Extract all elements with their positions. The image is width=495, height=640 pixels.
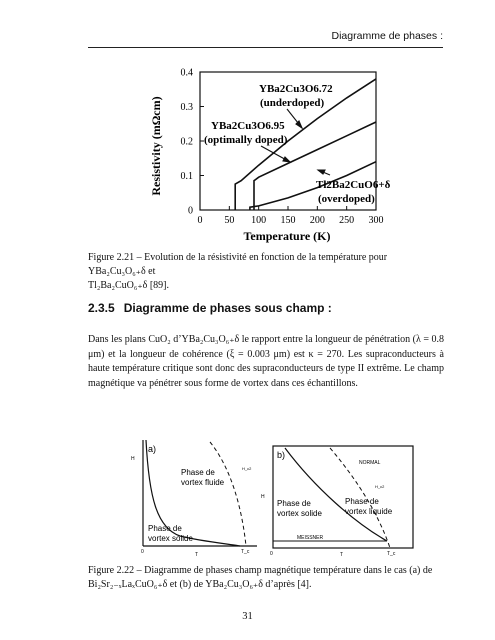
panel-b-normal: NORMAL [359, 460, 381, 466]
header-rule [88, 47, 443, 48]
figure-2-22-caption [88, 564, 444, 592]
panel-b-tick-t: T [340, 552, 344, 558]
running-header: Diagramme de phases : [331, 30, 443, 42]
panel-a-solid-1: Phase de [148, 524, 182, 533]
panel-a-tick-zero: 0 [141, 549, 144, 555]
y-tick-label: 0 [188, 205, 193, 217]
underdoped-formula: YBa2Cu3O6.72 [259, 83, 333, 95]
panel-a-tick-tc: T_c [241, 549, 250, 555]
panel-a-hc2-line [210, 442, 246, 546]
section-heading [88, 301, 332, 315]
caption-line-1: Figure 2.22 – Diagramme de phases champ magnétique température dans le cas (a) de [88, 565, 433, 576]
panel-b [261, 446, 413, 558]
panel-b-solid-1: Phase de [277, 499, 311, 508]
y-tick-label: 0.3 [180, 102, 193, 113]
figure-2-21-caption [88, 251, 444, 293]
panel-b-meissner: MEISSNER [297, 535, 324, 541]
panel-b-liquid-1: Phase de [345, 497, 379, 506]
panel-b-hc2: H_c2 [375, 484, 385, 489]
x-tick-label: 300 [368, 215, 384, 226]
panel-a-fluid-2: vortex fluide [181, 478, 225, 487]
y-tick-label: 0.1 [180, 171, 193, 182]
x-tick-labels [198, 215, 384, 226]
panel-b-tick-tc: T_c [387, 551, 396, 557]
caption-line-1: Figure 2.21 – Evolution de la résistivité en fonction de la température pour YBa₂Cu₃O₆₊δ et [88, 252, 388, 277]
panel-a-solid-2: vortex solide [148, 534, 193, 543]
section-title: Diagramme de phases sous champ : [123, 301, 332, 315]
x-tick-label: 0 [197, 215, 203, 226]
y-tick-label: 0.2 [180, 136, 193, 148]
panel-a-tick-t: T [195, 552, 199, 558]
underdoped-label: (underdoped) [260, 97, 325, 109]
panel-a-axis-h: H [131, 456, 135, 462]
section-number: 2.3.5 [88, 301, 115, 315]
overdoped-formula: Tl2Ba2CuO6+δ [316, 179, 391, 191]
panel-a [131, 440, 257, 558]
page-number: 31 [242, 611, 253, 622]
x-tick-label: 50 [224, 215, 235, 226]
panel-a-hc2: H_c2 [242, 466, 252, 471]
phase-diagram-figure [125, 428, 415, 563]
body-paragraph: Dans les plans CuO₂ d’YBa₂Cu₃O₆₊δ le rapport entre la longueur de pénétration (λ = 0.8 μm) et la longueur de cohérence (ξ = 0.003 μm) est κ = 270. Les supraconducteurs à haute température critique sont donc des supraconducteurs de type II extrême. Le champ magnétique va pénétrer sous forme de vortex dans ces échantillons. [88, 334, 444, 389]
optimal-formula: YBa2Cu3O6.95 [211, 120, 285, 132]
resistivity-figure [140, 58, 400, 248]
overdoped-label: (overdoped) [318, 193, 375, 205]
y-axis-label: Resistivity (mΩcm) [149, 96, 163, 196]
x-tick-label: 250 [339, 215, 355, 226]
x-tick-label: 150 [280, 215, 296, 226]
panel-a-fluid-1: Phase de [181, 468, 215, 477]
panel-b-tick-zero: 0 [270, 551, 273, 557]
caption-line-2: Bi₂Sr₂₋ₓLaₓCuO₆₊δ et (b) de YBa₂Cu₃O₆₊δ d’après [4]. [88, 579, 312, 590]
optimal-label: (optimally doped) [204, 134, 288, 146]
y-tick-labels [181, 68, 194, 217]
x-tick-label: 200 [309, 215, 325, 226]
panel-b-axis-h: H [261, 494, 265, 500]
x-axis-label: Temperature (K) [243, 229, 331, 243]
y-tick-label: 0.4 [180, 67, 193, 79]
panel-b-solid-2: vortex solide [277, 509, 322, 518]
panel-b-liquid-2: vortex liquide [345, 507, 393, 516]
panel-b-label: b) [277, 450, 286, 460]
x-tick-label: 100 [251, 215, 267, 226]
panel-a-label: a) [148, 444, 157, 454]
caption-line-2: Tl₂Ba₂CuO₆₊δ [89]. [88, 280, 169, 291]
